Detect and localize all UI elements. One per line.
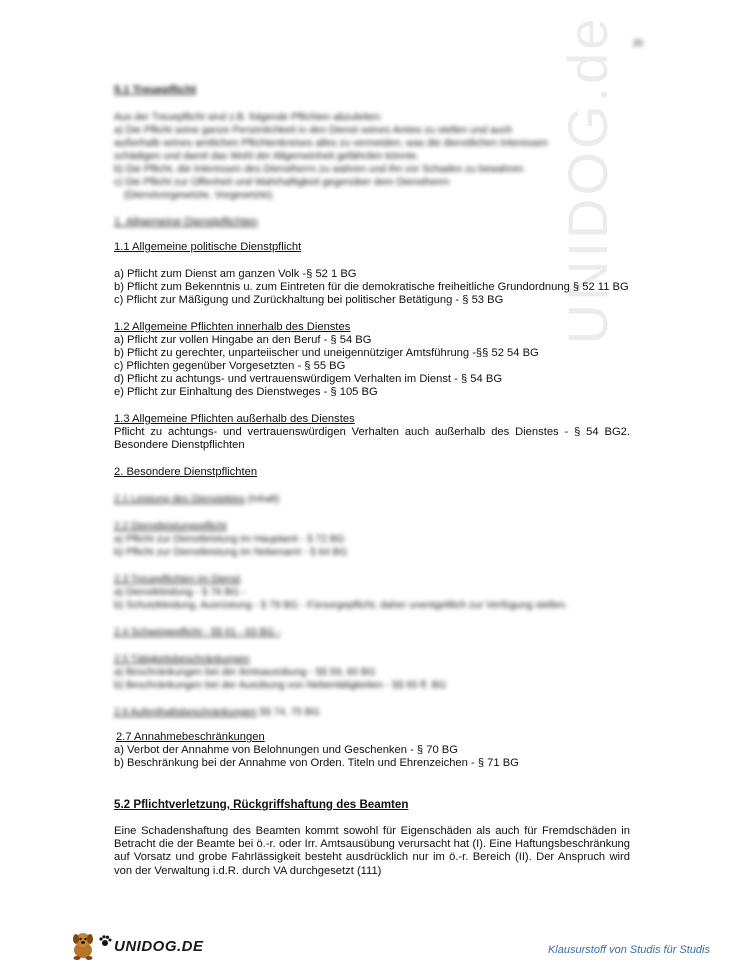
watermark: UNIDOG.de bbox=[556, 15, 619, 345]
intro-line: außerhalb seines amtlichen Pflichtenkreises alles zu vermeiden, was die dienstlichen Interessen bbox=[114, 138, 548, 149]
blurred-heading-2-5: 2.5 Tätigkeitsbeschränkungen bbox=[114, 654, 250, 665]
logo-text: UNIDOG.DE bbox=[114, 937, 204, 955]
intro-line: Aus der Treuepflicht sind z.B. folgende Pflichten abzuleiten: bbox=[114, 112, 383, 123]
heading-5-1: 5.1 Treuepflicht bbox=[114, 84, 197, 96]
intro-line: schädigen und damit das Wohl der Allgemeinheit gefährden könnte. bbox=[114, 151, 420, 162]
blurred-heading-2-6: 2.6 Aufenthaltsbeschränkungen bbox=[114, 707, 257, 718]
intro-line: (Dienstvorgesetzte, Vorgesetzte). bbox=[124, 190, 275, 201]
list-item: b) Beschränkung bei der Annahme von Orden. Titeln und Ehrenzeichen - § 71 BG bbox=[114, 757, 519, 769]
list-item: a) Pflicht zur vollen Hingabe an den Beruf - § 54 BG bbox=[114, 334, 372, 346]
heading-5-2: 5.2 Pflichtverletzung, Rückgriffshaftung des Beamten bbox=[114, 798, 409, 811]
intro-line: c) Die Pflicht zur Offenheit und Wahrhaftigkeit gegenüber dem Dienstherrn bbox=[114, 177, 450, 188]
blurred-line: a) Pflicht zur Dienstleistung im Hauptamt - § 72 BG bbox=[114, 534, 345, 545]
list-item: b) Pflicht zum Bekenntnis u. zum Eintreten für die demokratische freiheitliche Grundordnung § 52 11 BG bbox=[114, 281, 629, 293]
blurred-section-2-1 bbox=[114, 493, 279, 506]
footer-tagline: Klausurstoff von Studis für Studis bbox=[547, 944, 710, 956]
blurred-line: b) Schutzkleidung, Ausrüstung - § 79 BG - Fürsorgepflicht, daher unentgeltlich zur Verfügung stellen. bbox=[114, 600, 568, 611]
list-item: a) Verbot der Annahme von Belohnungen und Geschenken - § 70 BG bbox=[114, 744, 458, 756]
blurred-line: a) Beschränkungen bei der Amtsausübung - §§ 59, 60 BG bbox=[114, 667, 376, 678]
heading-1-3: 1.3 Allgemeine Pflichten außerhalb des Dienstes bbox=[114, 413, 355, 425]
paragraph-1-3-cont: Besondere Dienstpflichten bbox=[114, 439, 245, 451]
blurred-line: b) Beschränkungen bei der Ausübung von Nebentätigkeiten - §§ 65 ff. BG bbox=[114, 680, 447, 691]
blurred-heading-2-1-tail: (Inhalt) bbox=[247, 494, 280, 505]
blurred-heading-2-4: 2.4 Schweigepflicht - §§ 61 - 63 BG - bbox=[114, 627, 281, 638]
unidog-logo[interactable] bbox=[68, 929, 204, 963]
blurred-line: b) Pflicht zur Dienstleistung im Nebenamt - § 64 BG bbox=[114, 547, 348, 558]
list-item: e) Pflicht zur Einhaltung des Dienstweges - § 105 BG bbox=[114, 386, 378, 398]
list-item: a) Pflicht zum Dienst am ganzen Volk -§ 52 1 BG bbox=[114, 268, 357, 280]
list-item: b) Pflicht zu gerechter, unparteiischer und uneigennütziger Amtsführung -§§ 52 54 BG bbox=[114, 347, 539, 359]
heading-1-2: 1.2 Allgemeine Pflichten innerhalb des Dienstes bbox=[114, 321, 351, 333]
blurred-heading-2-2: 2.2 Dienstleistungspflicht bbox=[114, 521, 227, 532]
heading-1-1: 1.1 Allgemeine politische Dienstpflicht bbox=[114, 241, 302, 253]
list-item: c) Pflichten gegenüber Vorgesetzten - § 55 BG bbox=[114, 360, 346, 372]
paragraph-1-3: Pflicht zu achtungs- und vertrauenswürdigen Verhalten auch außerhalb des Dienstes - § 54 BG2. bbox=[114, 426, 630, 438]
heading-2: 2. Besondere Dienstpflichten bbox=[114, 466, 258, 478]
blurred-heading-2-1: 2.1 Leistung des Dienstektes bbox=[114, 494, 245, 505]
page-number: 20 bbox=[633, 38, 644, 48]
blurred-section-2-6 bbox=[114, 706, 320, 719]
heading-2-7: 2.7 Annahmebeschränkungen bbox=[116, 731, 265, 743]
paw-icon bbox=[98, 934, 112, 948]
paragraph-5-2: Eine Schadenshaftung des Beamten kommt sowohl für Eigenschäden als auch für Fremdschäden in Betracht die der Beamte bei ö.-r. oder Irr. Amtsausübung verursacht hat (I). Eine Haftungsbeschränkung auf Vorsatz und grobe Fahrlässigkeit besteht ausdrücklich nur im ö.-r. Bereich (II). Der Anspruch wird von der Verwaltung i.d.R. durch VA durchgesetzt (111) bbox=[114, 825, 630, 877]
list-item: d) Pflicht zu achtungs- und vertrauenswürdigem Verhalten im Dienst - § 54 BG bbox=[114, 373, 503, 385]
blurred-heading-2-6-tail: §§ 74, 75 BG bbox=[259, 707, 320, 718]
intro-line: a) Die Pflicht seine ganze Persönlichkeit in den Dienst seines Amtes zu stellen und auch bbox=[114, 125, 513, 136]
blurred-heading-2-3: 2.3 Treuepflichten im Dienst bbox=[114, 574, 241, 585]
list-item: c) Pflicht zur Mäßigung und Zurückhaltung bei politischer Betätigung - § 53 BG bbox=[114, 294, 504, 306]
heading-1: 1. Allgemeine Dienstpflichten bbox=[114, 216, 258, 228]
intro-line: b) Die Pflicht, die Interessen des Dienstherrn zu wahren und ihn vor Schaden zu bewahren bbox=[114, 164, 524, 175]
blurred-line: a) Dienstkleidung - § 76 BG - bbox=[114, 587, 246, 598]
dog-mascot-icon bbox=[68, 930, 98, 962]
